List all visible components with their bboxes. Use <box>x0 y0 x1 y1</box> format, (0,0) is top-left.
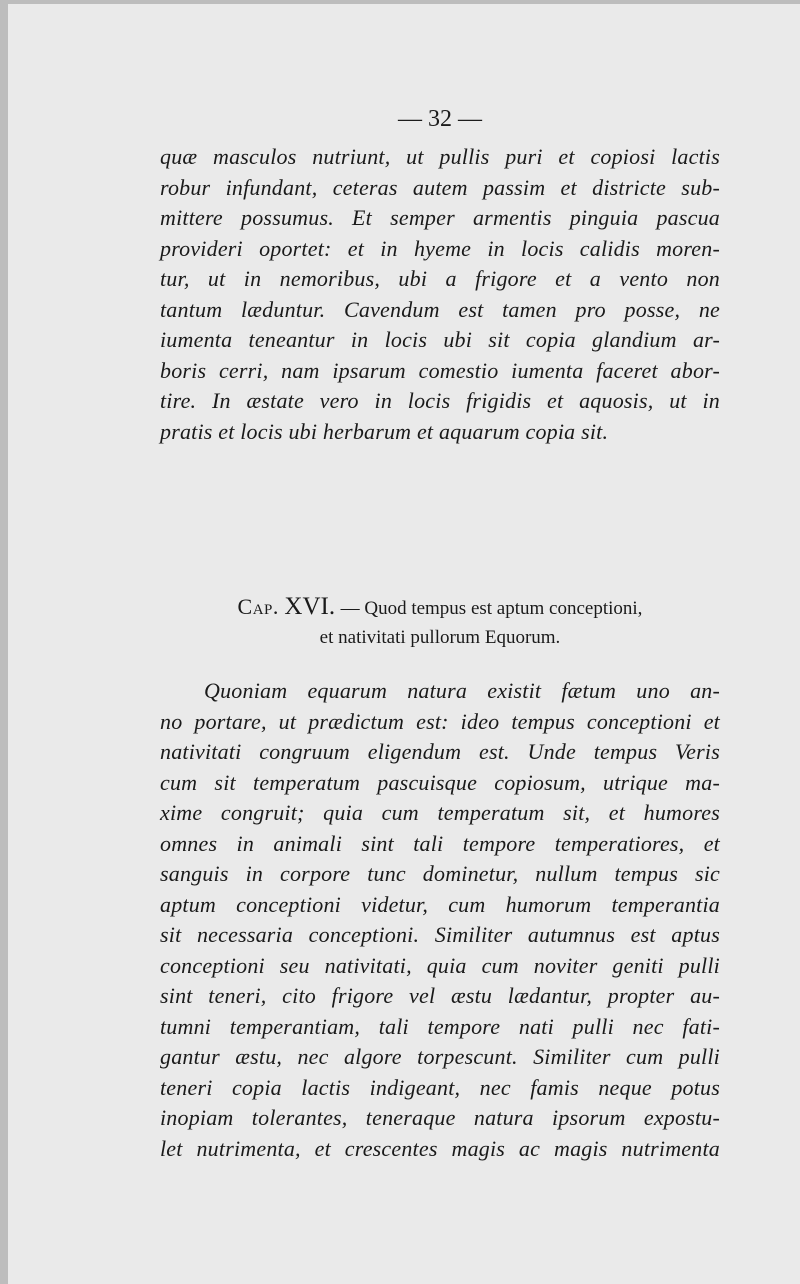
text-line: gantur æstu, nec algore torpescunt. Similiter cum pulli <box>160 1044 720 1069</box>
text-line: no portare, ut prædictum est: ideo tempus conceptioni et <box>160 708 720 734</box>
chapter-heading <box>160 592 720 652</box>
text-line: mittere possumus. Et semper armentis pinguia pascua <box>160 205 720 230</box>
text-line: inopiam tolerantes, teneraque natura ipsorum expostu- <box>160 1105 720 1130</box>
text-line: conceptioni seu nativitati, quia cum noviter geniti pulli <box>160 952 720 978</box>
text-line: teneri copia lactis indigeant, nec famis neque potus <box>160 1074 720 1100</box>
text-line: tur, ut in nemoribus, ubi a frigore et a vento non <box>160 266 720 291</box>
text-line: nativitati congruum eligendum est. Unde tempus Veris <box>160 739 720 764</box>
text-line: pratis et locis ubi herbarum et aquarum copia sit. <box>160 418 609 444</box>
text-line: cum sit temperatum pascuisque copiosum, utrique ma- <box>160 769 720 795</box>
paragraph-continued <box>160 142 720 447</box>
page-number: — 32 — <box>398 106 482 132</box>
text-line: sit necessaria conceptioni. Similiter autumnus est aptus <box>160 922 720 947</box>
paragraph-main <box>160 676 720 1164</box>
text-line: aptum conceptioni videtur, cum humorum temperantia <box>160 891 720 917</box>
text-line: omnes in animali sint tali tempore temperatiores, et <box>160 830 720 856</box>
text-line: provideri oportet: et in hyeme in locis calidis moren- <box>160 235 720 261</box>
text-line: Quoniam equarum natura existit fætum uno an- <box>204 678 720 703</box>
text-line: boris cerri, nam ipsarum comestio iumenta faceret abor- <box>160 357 720 383</box>
text-line: sint teneri, cito frigore vel æstu lædantur, propter au- <box>160 983 720 1008</box>
chapter-label: Cap. <box>237 594 279 619</box>
text-line: iumenta teneantur in locis ubi sit copia glandium ar- <box>160 327 720 352</box>
text-line: robur infundant, ceteras autem passim et districte sub- <box>160 174 720 200</box>
chapter-number: XVI. <box>284 593 336 620</box>
chapter-title-line2: et nativitati pullorum Equorum. <box>319 627 561 648</box>
text-line: tantum læduntur. Cavendum est tamen pro posse, ne <box>160 296 720 322</box>
text-line: tire. In æstate vero in locis frigidis et aquosis, ut in <box>160 388 720 413</box>
text-line: let nutrimenta, et crescentes magis ac magis nutrimenta <box>160 1135 720 1161</box>
chapter-title-line1: — Quod tempus est aptum conceptioni, <box>340 598 643 619</box>
text-line: quæ masculos nutriunt, ut pullis puri et copiosi lactis <box>160 144 720 169</box>
text-line: sanguis in corpore tunc dominetur, nullum tempus sic <box>160 861 720 886</box>
text-line: tumni temperantiam, tali tempore nati pulli nec fati- <box>160 1013 720 1039</box>
text-line: xime congruit; quia cum temperatum sit, et humores <box>160 800 720 825</box>
